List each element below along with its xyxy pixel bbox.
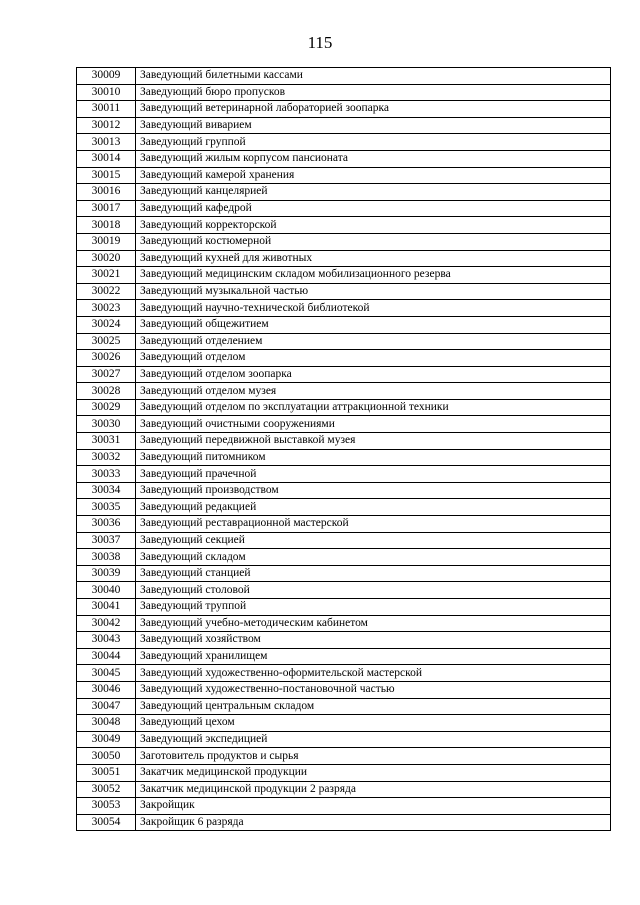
row-occupation-name: Заведующий кафедрой <box>136 200 611 217</box>
table-row <box>77 366 611 383</box>
row-code: 30046 <box>77 681 136 698</box>
row-code: 30014 <box>77 150 136 167</box>
row-occupation-name: Закройщик 6 разряда <box>136 814 611 831</box>
table-row <box>77 350 611 367</box>
table-row <box>77 549 611 566</box>
row-occupation-name: Заведующий передвижной выставкой музея <box>136 433 611 450</box>
row-occupation-name: Заведующий хранилищем <box>136 648 611 665</box>
row-code: 30042 <box>77 615 136 632</box>
row-code: 30026 <box>77 350 136 367</box>
row-code: 30034 <box>77 482 136 499</box>
row-code: 30015 <box>77 167 136 184</box>
row-code: 30052 <box>77 781 136 798</box>
table-row <box>77 516 611 533</box>
row-occupation-name: Заведующий редакцией <box>136 499 611 516</box>
row-code: 30011 <box>77 101 136 118</box>
row-code: 30045 <box>77 665 136 682</box>
table-row <box>77 781 611 798</box>
table-row <box>77 399 611 416</box>
row-occupation-name: Заведующий отделом <box>136 350 611 367</box>
table-row <box>77 416 611 433</box>
row-occupation-name: Заведующий цехом <box>136 715 611 732</box>
row-occupation-name: Заведующий станцией <box>136 565 611 582</box>
row-code: 30036 <box>77 516 136 533</box>
table-row <box>77 499 611 516</box>
row-code: 30049 <box>77 731 136 748</box>
row-occupation-name: Заведующий отделом музея <box>136 383 611 400</box>
table-row <box>77 167 611 184</box>
row-occupation-name: Заведующий реставрационной мастерской <box>136 516 611 533</box>
table-row <box>77 615 611 632</box>
page-number: 115 <box>307 33 333 52</box>
table-row <box>77 648 611 665</box>
row-code: 30018 <box>77 217 136 234</box>
row-code: 30016 <box>77 184 136 201</box>
row-occupation-name: Заведующий отделом по эксплуатации аттракционной техники <box>136 399 611 416</box>
row-occupation-name: Заведующий очистными сооружениями <box>136 416 611 433</box>
row-code: 30044 <box>77 648 136 665</box>
row-occupation-name: Заведующий канцелярией <box>136 184 611 201</box>
table-row <box>77 665 611 682</box>
table-row <box>77 565 611 582</box>
row-code: 30010 <box>77 84 136 101</box>
table-row <box>77 798 611 815</box>
table-row <box>77 599 611 616</box>
row-code: 30048 <box>77 715 136 732</box>
table-row <box>77 117 611 134</box>
table-row <box>77 333 611 350</box>
row-code: 30030 <box>77 416 136 433</box>
row-code: 30020 <box>77 250 136 267</box>
row-occupation-name: Заведующий камерой хранения <box>136 167 611 184</box>
row-occupation-name: Заведующий группой <box>136 134 611 151</box>
row-code: 30009 <box>77 68 136 85</box>
row-code: 30033 <box>77 466 136 483</box>
row-occupation-name: Заведующий экспедицией <box>136 731 611 748</box>
table-row <box>77 217 611 234</box>
row-occupation-name: Заведующий учебно-методическим кабинетом <box>136 615 611 632</box>
row-code: 30035 <box>77 499 136 516</box>
row-code: 30031 <box>77 433 136 450</box>
row-occupation-name: Заведующий художественно-постановочной частью <box>136 681 611 698</box>
row-occupation-name: Заготовитель продуктов и сырья <box>136 748 611 765</box>
row-occupation-name: Заведующий центральным складом <box>136 698 611 715</box>
table-row <box>77 84 611 101</box>
row-code: 30027 <box>77 366 136 383</box>
table-row <box>77 283 611 300</box>
row-code: 30053 <box>77 798 136 815</box>
table-row <box>77 300 611 317</box>
table-row <box>77 233 611 250</box>
table-row <box>77 267 611 284</box>
row-occupation-name: Заведующий прачечной <box>136 466 611 483</box>
table-row <box>77 101 611 118</box>
table-row <box>77 532 611 549</box>
row-code: 30019 <box>77 233 136 250</box>
occupation-codes-table <box>76 67 611 831</box>
row-occupation-name: Заведующий отделом зоопарка <box>136 366 611 383</box>
table-row <box>77 134 611 151</box>
row-occupation-name: Заведующий виварием <box>136 117 611 134</box>
row-occupation-name: Заведующий медицинским складом мобилизационного резерва <box>136 267 611 284</box>
row-occupation-name: Заведующий художественно-оформительской мастерской <box>136 665 611 682</box>
table-row <box>77 632 611 649</box>
row-code: 30022 <box>77 283 136 300</box>
row-occupation-name: Заведующий музыкальной частью <box>136 283 611 300</box>
row-occupation-name: Заведующий билетными кассами <box>136 68 611 85</box>
row-code: 30023 <box>77 300 136 317</box>
row-occupation-name: Заведующий производством <box>136 482 611 499</box>
row-code: 30032 <box>77 449 136 466</box>
table-row <box>77 466 611 483</box>
table-row <box>77 582 611 599</box>
row-occupation-name: Заведующий складом <box>136 549 611 566</box>
row-occupation-name: Заведующий корректорской <box>136 217 611 234</box>
row-occupation-name: Заведующий секцией <box>136 532 611 549</box>
row-code: 30041 <box>77 599 136 616</box>
row-code: 30024 <box>77 316 136 333</box>
table-row <box>77 681 611 698</box>
row-occupation-name: Заведующий кухней для животных <box>136 250 611 267</box>
row-code: 30012 <box>77 117 136 134</box>
row-code: 30039 <box>77 565 136 582</box>
table-row <box>77 383 611 400</box>
table-row <box>77 200 611 217</box>
row-code: 30025 <box>77 333 136 350</box>
row-code: 30017 <box>77 200 136 217</box>
row-occupation-name: Заведующий общежитием <box>136 316 611 333</box>
row-occupation-name: Заведующий научно-технической библиотекой <box>136 300 611 317</box>
table-row <box>77 68 611 85</box>
row-code: 30038 <box>77 549 136 566</box>
row-code: 30047 <box>77 698 136 715</box>
row-occupation-name: Заведующий труппой <box>136 599 611 616</box>
row-code: 30043 <box>77 632 136 649</box>
row-code: 30054 <box>77 814 136 831</box>
row-occupation-name: Заведующий хозяйством <box>136 632 611 649</box>
row-occupation-name: Заведующий отделением <box>136 333 611 350</box>
table-row <box>77 748 611 765</box>
table-row <box>77 482 611 499</box>
row-occupation-name: Заведующий ветеринарной лабораторией зоопарка <box>136 101 611 118</box>
row-occupation-name: Закатчик медицинской продукции <box>136 764 611 781</box>
table-row <box>77 698 611 715</box>
table-body <box>77 68 611 831</box>
row-code: 30028 <box>77 383 136 400</box>
table-row <box>77 731 611 748</box>
row-code: 30013 <box>77 134 136 151</box>
row-occupation-name: Заведующий костюмерной <box>136 233 611 250</box>
table-row <box>77 150 611 167</box>
row-code: 30029 <box>77 399 136 416</box>
row-occupation-name: Закатчик медицинской продукции 2 разряда <box>136 781 611 798</box>
table-row <box>77 814 611 831</box>
row-occupation-name: Закройщик <box>136 798 611 815</box>
table-row <box>77 715 611 732</box>
row-occupation-name: Заведующий жилым корпусом пансионата <box>136 150 611 167</box>
table-row <box>77 250 611 267</box>
row-code: 30021 <box>77 267 136 284</box>
table-row <box>77 184 611 201</box>
row-code: 30051 <box>77 764 136 781</box>
table-row <box>77 764 611 781</box>
row-code: 30040 <box>77 582 136 599</box>
table-row <box>77 316 611 333</box>
row-occupation-name: Заведующий питомником <box>136 449 611 466</box>
table-row <box>77 433 611 450</box>
row-code: 30050 <box>77 748 136 765</box>
row-occupation-name: Заведующий бюро пропусков <box>136 84 611 101</box>
row-occupation-name: Заведующий столовой <box>136 582 611 599</box>
row-code: 30037 <box>77 532 136 549</box>
table-row <box>77 449 611 466</box>
